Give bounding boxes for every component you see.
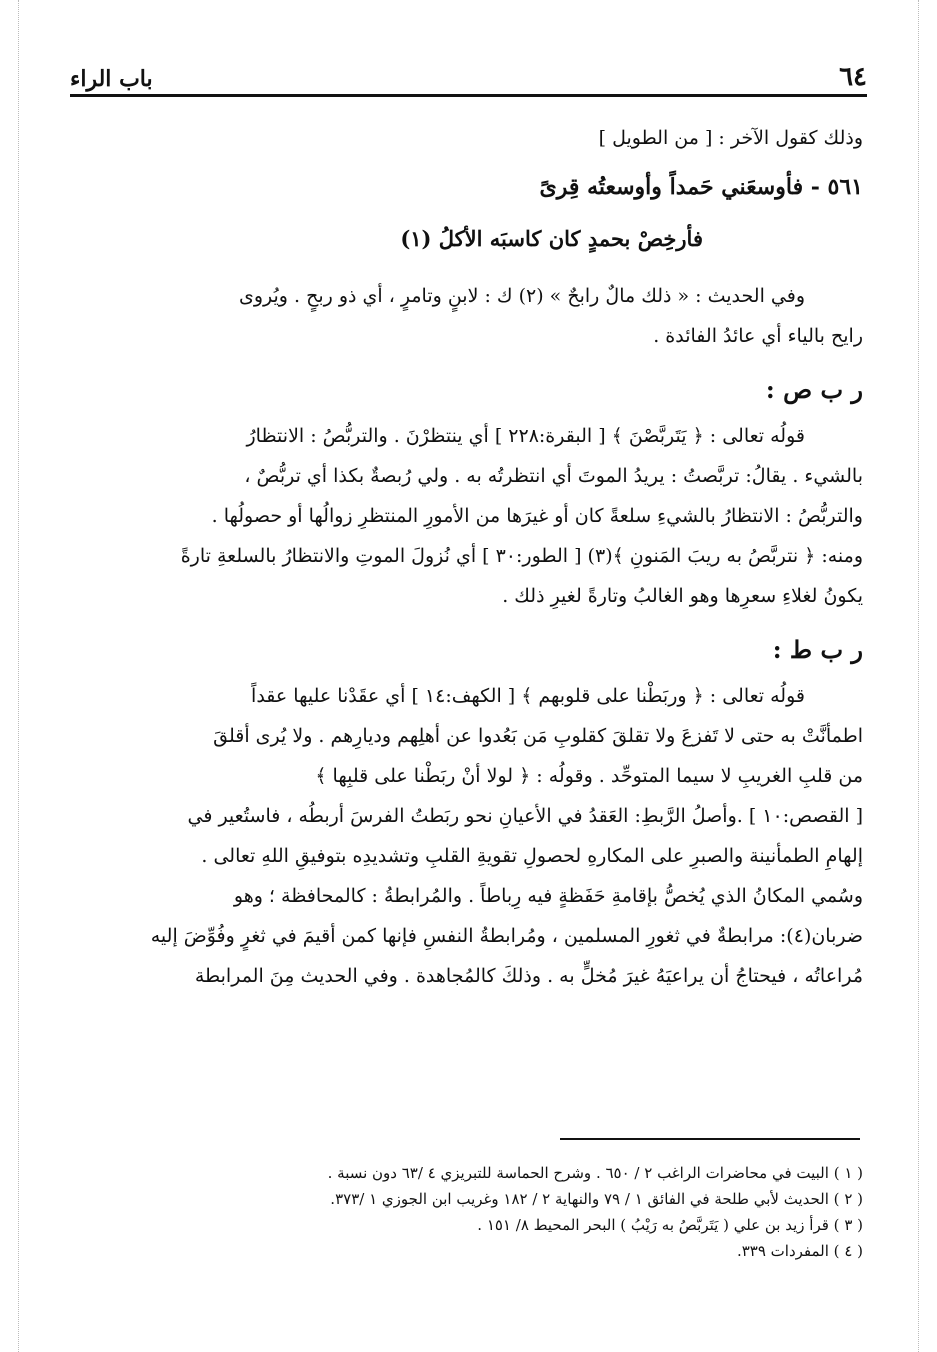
- entry-line: اطمأنَّتْ به حتى لا تَفزعَ ولا تقلقَ كقلوبِ مَن بَعُدوا عن أهلِهم وديارِهم . ولا يُرى أقلقَ: [213, 725, 863, 747]
- footnote: ( ٢ ) الحديث لأبي طلحة في الفائق ١ / ٧٩ والنهاية ٢ / ١٨٢ وغريب ابن الجوزي ١ /٣٧٣.: [330, 1190, 863, 1208]
- intro-line: وذلك كقول الآخر : [ من الطويل ]: [598, 127, 863, 149]
- page-edge-right: [918, 0, 919, 1352]
- entry-line: ضربان(٤): مرابطةٌ في ثغورِ المسلمين ، ومُرابطةُ النفسِ فإنها كمن أقيمَ في ثغرٍ وفُوِّضَ إليه: [150, 925, 863, 947]
- entry-line: يكونُ لغلاءِ سعرِها وهو الغالبُ وتارةً لغيرِ ذلك .: [502, 585, 863, 607]
- entry-line: مُراعاتُه ، فيحتاجُ أن يراعيَهُ غيرَ مُخلٍّ به . وذلكَ كالمُجاهدة . وفي الحديث مِنَ المرابطة: [194, 965, 863, 987]
- entry-line: من قلبِ الغريبِ لا سيما المتوحِّد . وقولُه : ﴿ لولا أنْ ربَطْنا على قلبِها ﴾: [315, 765, 863, 787]
- entry-line: وسُمي المكانُ الذي يُخصُّ بإقامةِ حَفَظةٍ فيه رِباطاً . والمُرابطةُ : كالمحافظة ؛ وهو: [233, 885, 863, 907]
- verse-line-2: فأرخِصْ بحمدٍ كان كاسبَه الأكلُ (١): [400, 226, 703, 251]
- entry-line: ومنه: ﴿ نتربَّصُ به ريبَ المَنونِ ﴾(٣) [ الطور:٣٠ ] أي نُزولَ الموتِ والانتظارُ بالسلعةِ تارةً: [180, 545, 863, 567]
- footnotes: [180, 1160, 863, 1264]
- footnote: ( ٤ ) المفردات ٣٣٩.: [736, 1242, 863, 1260]
- entry-line: قولُه تعالى : ﴿ يَتَربَّصْنَ ﴾ [ البقرة:٢٢٨ ] أي ينتظرْنَ . والتربُّصُ : الانتظارُ: [246, 425, 805, 447]
- footnote: ( ١ ) البيت في محاضرات الراغب ٢ / ٦٥٠ . وشرح الحماسة للتبريزي ٤ /٦٣ دون نسبة .: [327, 1164, 863, 1182]
- page-number: ٦٤: [839, 62, 867, 92]
- page-edge-left: [18, 0, 19, 1352]
- header-rule: [70, 94, 867, 97]
- entry-heading-rbs: ر ب ص :: [765, 375, 863, 404]
- entry-line: والتربُّصُ : الانتظارُ بالشيءِ سلعةً كان أو غيرَها من الأمورِ المنتظرِ زوالُها أو حصولُها .: [211, 505, 863, 527]
- hadith-line: رايح بالياء أي عائدُ الفائدة .: [653, 325, 863, 347]
- entry-heading-rbt: ر ب ط :: [772, 635, 863, 664]
- main-text: [66, 118, 863, 996]
- entry-line: بالشيء . يقالُ: تربَّصتُ : يريدُ الموتَ أي انتظرتُه به . ولي رُبصةٌ بكذا أي تربُّصٌ ،: [244, 465, 863, 487]
- entry-line: [ القصص:١٠ ] .وأصلُ الرَّبطِ: العَقدُ في الأعيانِ نحو ربَطتُ الفرسَ أربطُه ، فاستُعير في: [187, 805, 863, 827]
- chapter-title: باب الراء: [70, 66, 153, 92]
- footnote: ( ٣ ) قرأ زيد بن علي ( يَتَربَّصُ به رَيْبُ ) البحر المحيط ٨/ ١٥١ .: [477, 1216, 863, 1234]
- hadith-line: وفي الحديث : « ذلك مالٌ رابحٌ » (٢) ك : لابنٍ وتامرٍ ، أي ذو ربحٍ . ويُروى: [238, 285, 805, 307]
- entry-line: إلهامِ الطمأنينة والصبرِ على المكارهِ لحصولِ تقويةِ القلبِ وتشديدِه بتوفيقِ اللهِ تعالى .: [201, 845, 863, 867]
- entry-line: قولُه تعالى : ﴿ وربَطْنا على قلوبهم ﴾ [ الكهف:١٤ ] أي عقَدْنا عليها عقداً: [251, 685, 805, 707]
- page-header: [70, 52, 867, 92]
- footnote-rule: [560, 1138, 860, 1140]
- verse-line-1: ٥٦١ - فأوسعَني حَمداً وأوسعتُه قِرىً: [539, 174, 863, 200]
